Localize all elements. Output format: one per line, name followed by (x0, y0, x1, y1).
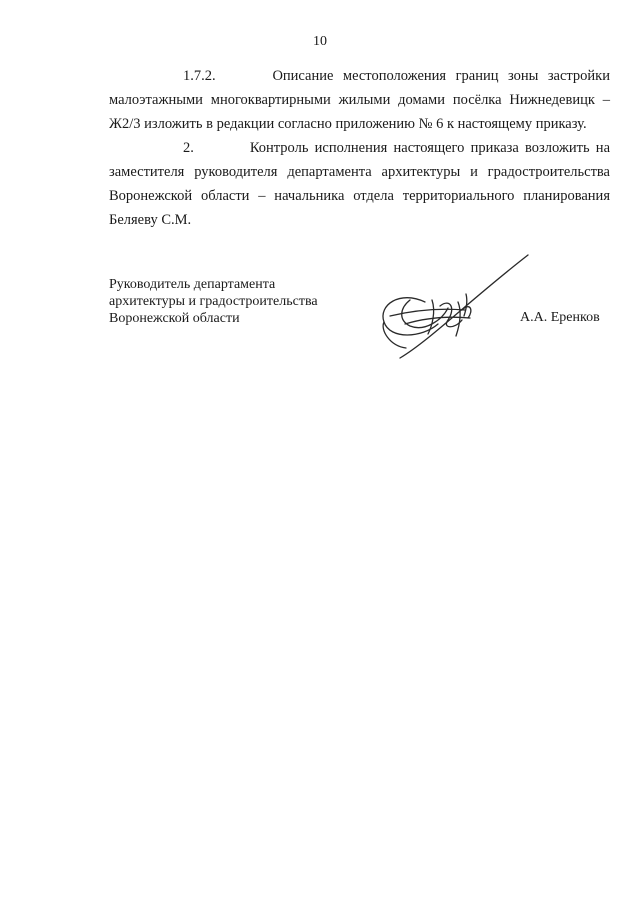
paragraph-number: 2. (183, 140, 194, 156)
paragraph-1-7-2 (109, 64, 610, 136)
signer-name: А.А. Еренков (520, 310, 600, 325)
paragraph-2 (109, 136, 610, 232)
position-line: Руководитель департамента (109, 277, 276, 292)
paragraph-text: Описание местоположения границ зоны застройки малоэтажными многоквартирными жилыми домами посёлка Нижнедевицк – Ж2/3 изложить в редакции согласно приложению № 6 к настоящему приказу. (109, 68, 610, 132)
page-number: 10 (313, 34, 327, 49)
document-body (109, 64, 610, 232)
paragraph-number: 1.7.2. (183, 68, 216, 84)
signatory-position (109, 276, 369, 327)
position-line: архитектуры и градостроительства (109, 294, 318, 309)
paragraph-text: Контроль исполнения настоящего приказа возложить на заместителя руководителя департамента архитектуры и градостроительства Воронежской области – начальника отдела территориального планирования Беляеву С.М. (109, 140, 610, 228)
position-line: Воронежской области (109, 311, 240, 326)
handwritten-signature (370, 250, 530, 370)
